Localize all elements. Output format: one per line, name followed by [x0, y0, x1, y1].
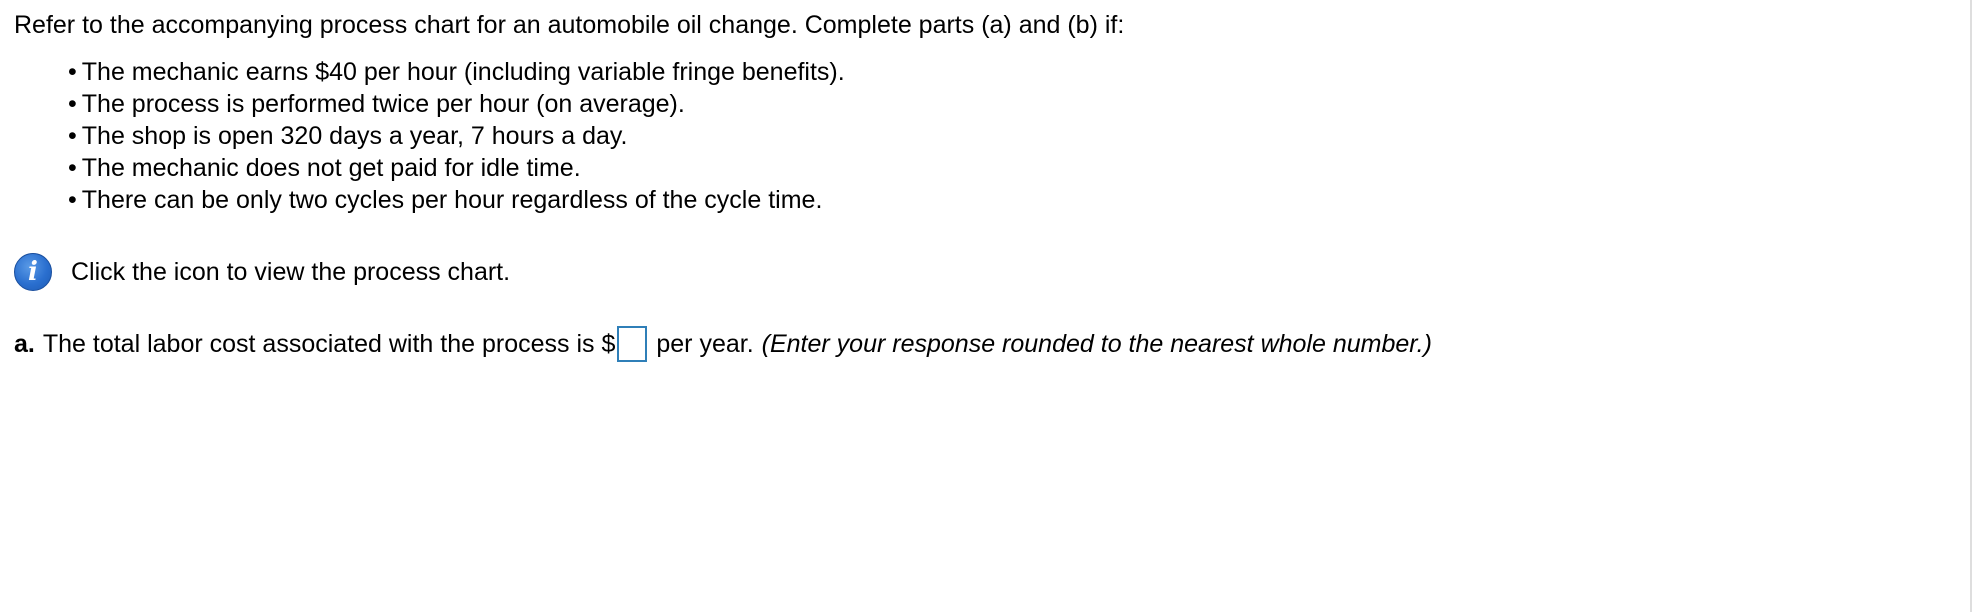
conditions-list	[68, 56, 845, 216]
bullet-text: There can be only two cycles per hour regardless of the cycle time.	[81, 186, 823, 214]
part-a-label: a.	[14, 329, 35, 358]
info-text: Click the icon to view the process chart.	[71, 257, 511, 286]
list-item	[68, 152, 845, 184]
labor-cost-answer-input[interactable]	[617, 326, 647, 362]
list-item	[68, 88, 845, 120]
bullet-text: The process is performed twice per hour (on average).	[81, 90, 685, 118]
bullet-text: The mechanic does not get paid for idle time.	[81, 154, 581, 182]
list-item	[68, 120, 845, 152]
intro-text: Refer to the accompanying process chart for an automobile oil change. Complete parts (a) and (b) if:	[14, 11, 1125, 39]
bullet-icon: •	[68, 58, 77, 86]
info-icon[interactable]: i	[14, 253, 52, 291]
list-item	[68, 184, 845, 216]
bullet-icon: •	[68, 90, 77, 118]
list-item	[68, 56, 845, 88]
bullet-text: The shop is open 320 days a year, 7 hours a day.	[81, 122, 628, 150]
question-a-text: The total labor cost associated with the process is $	[42, 329, 616, 358]
question-a	[14, 324, 1432, 364]
rounding-instruction: (Enter your response rounded to the nearest whole number.)	[761, 329, 1432, 358]
bullet-icon: •	[68, 154, 77, 182]
process-chart-link-row	[14, 252, 510, 292]
page-divider	[1970, 0, 1972, 612]
bullet-icon: •	[68, 186, 77, 214]
bullet-text: The mechanic earns $40 per hour (including variable fringe benefits).	[81, 58, 845, 86]
question-a-unit-text: per year.	[656, 329, 754, 358]
bullet-icon: •	[68, 122, 77, 150]
